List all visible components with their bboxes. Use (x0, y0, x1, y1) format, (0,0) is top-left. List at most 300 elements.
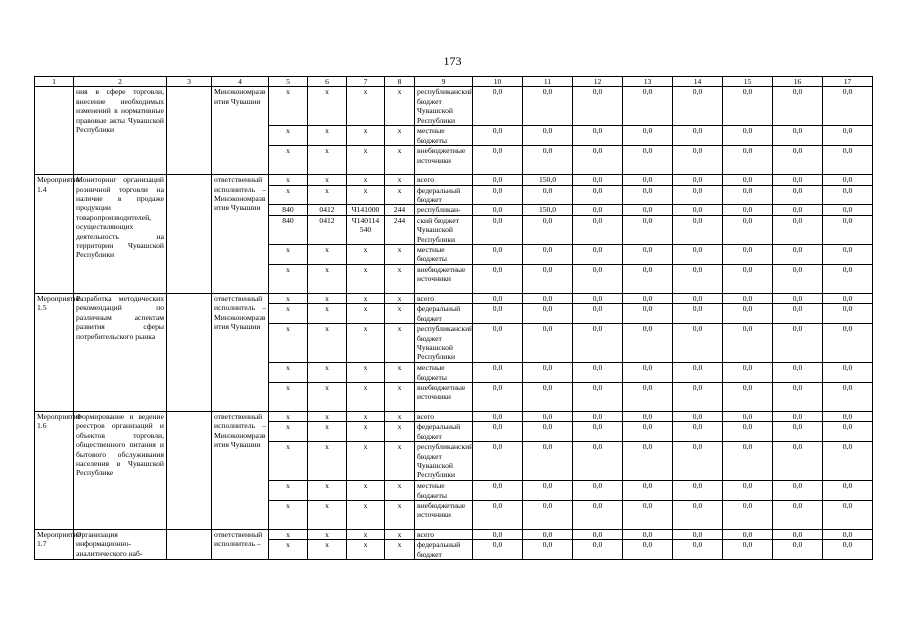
expense-type-cell: x (385, 500, 415, 529)
section-code-cell: x (308, 382, 347, 411)
column-number-7: 7 (347, 77, 385, 87)
year-amount-cell: 0,0 (773, 175, 823, 185)
year-amount-cell: 0,0 (823, 293, 873, 303)
year-amount-cell: 0,0 (523, 304, 573, 324)
section-code-cell: x (308, 363, 347, 383)
section-code-cell: 0412 (308, 205, 347, 215)
executor-cell: ответственный исполнитель – (212, 529, 269, 559)
year-amount-cell: 0,0 (473, 382, 523, 411)
expense-type-cell: x (385, 411, 415, 421)
year-amount-cell: 0,0 (523, 324, 573, 363)
section-code-cell: x (308, 481, 347, 501)
column-number-6: 6 (308, 77, 347, 87)
gpbs-code-cell: x (269, 304, 308, 324)
year-amount-cell: 0,0 (723, 146, 773, 175)
year-amount-cell: 0,0 (623, 185, 673, 205)
section-code-cell: x (308, 540, 347, 560)
table-row (35, 411, 873, 421)
year-amount-cell: 0,0 (723, 422, 773, 442)
year-amount-cell: 0,0 (623, 540, 673, 560)
table-row (35, 175, 873, 185)
goal-link-cell (167, 175, 212, 294)
year-amount-cell: 0,0 (773, 540, 823, 560)
year-amount-cell: 0,0 (673, 185, 723, 205)
column-number-8: 8 (385, 77, 415, 87)
year-amount-cell: 0,0 (823, 481, 873, 501)
year-amount-cell: 0,0 (723, 264, 773, 293)
goal-link-cell (167, 529, 212, 559)
goal-link-cell (167, 87, 212, 175)
column-number-4: 4 (212, 77, 269, 87)
gpbs-code-cell: x (269, 175, 308, 185)
year-amount-cell: 0,0 (523, 529, 573, 539)
gpbs-code-cell: x (269, 529, 308, 539)
year-amount-cell: 0,0 (773, 422, 823, 442)
goal-link-cell (167, 411, 212, 529)
target-article-cell: x (347, 175, 385, 185)
year-amount-cell: 0,0 (573, 304, 623, 324)
year-amount-cell: 0,0 (623, 215, 673, 244)
year-amount-cell: 0,0 (523, 146, 573, 175)
year-amount-cell: 0,0 (523, 422, 573, 442)
funding-source-cell: всего (415, 529, 473, 539)
year-amount-cell: 0,0 (723, 500, 773, 529)
year-amount-cell: 0,0 (473, 411, 523, 421)
funding-source-cell: всего (415, 175, 473, 185)
year-amount-cell: 0,0 (473, 215, 523, 244)
section-code-cell: x (308, 529, 347, 539)
year-amount-cell: 0,0 (573, 146, 623, 175)
year-amount-cell: 0,0 (473, 324, 523, 363)
year-amount-cell: 0,0 (473, 529, 523, 539)
year-amount-cell: 0,0 (673, 126, 723, 146)
year-amount-cell: 0,0 (823, 324, 873, 363)
executor-cell: ответственный исполнитель – Минэкономразвития Чувашии (212, 175, 269, 294)
section-code-cell: x (308, 126, 347, 146)
year-amount-cell: 0,0 (673, 363, 723, 383)
year-amount-cell: 0,0 (823, 87, 873, 126)
year-amount-cell: 0,0 (823, 185, 873, 205)
expense-type-cell: x (385, 304, 415, 324)
year-amount-cell: 0,0 (823, 245, 873, 265)
year-amount-cell: 0,0 (823, 175, 873, 185)
year-amount-cell: 0,0 (623, 126, 673, 146)
expense-type-cell: x (385, 481, 415, 501)
column-number-3: 3 (167, 77, 212, 87)
expense-type-cell: x (385, 146, 415, 175)
section-code-cell: x (308, 264, 347, 293)
gpbs-code-cell: x (269, 411, 308, 421)
section-code-cell: x (308, 245, 347, 265)
year-amount-cell: 0,0 (773, 126, 823, 146)
expense-type-cell: 244 (385, 205, 415, 215)
year-amount-cell: 0,0 (823, 304, 873, 324)
year-amount-cell: 0,0 (773, 382, 823, 411)
column-number-9: 9 (415, 77, 473, 87)
year-amount-cell: 0,0 (523, 293, 573, 303)
expense-type-cell: x (385, 245, 415, 265)
year-amount-cell: 0,0 (823, 382, 873, 411)
funding-source-cell: местные бюджеты (415, 363, 473, 383)
year-amount-cell: 0,0 (473, 87, 523, 126)
column-number-12: 12 (573, 77, 623, 87)
gpbs-code-cell: x (269, 422, 308, 442)
executor-cell: ответственный исполнитель – Минэкономразвития Чувашии (212, 411, 269, 529)
year-amount-cell: 0,0 (573, 205, 623, 215)
column-number-15: 15 (723, 77, 773, 87)
target-article-cell: x (347, 382, 385, 411)
funding-source-cell: федеральный бюджет (415, 422, 473, 442)
year-amount-cell: 0,0 (473, 185, 523, 205)
funding-source-cell: внебюджетные источники (415, 264, 473, 293)
year-amount-cell: 0,0 (823, 411, 873, 421)
year-amount-cell: 0,0 (623, 442, 673, 481)
target-article-cell: x (347, 442, 385, 481)
funding-source-cell: республиканский бюджет Чувашской Республики (415, 87, 473, 126)
program-funding-table (34, 76, 873, 560)
expense-type-cell: x (385, 442, 415, 481)
column-number-14: 14 (673, 77, 723, 87)
year-amount-cell: 0,0 (673, 324, 723, 363)
gpbs-code-cell: x (269, 540, 308, 560)
section-code-cell: x (308, 500, 347, 529)
target-article-cell: x (347, 245, 385, 265)
year-amount-cell: 0,0 (473, 363, 523, 383)
year-amount-cell: 0,0 (673, 87, 723, 126)
target-article-cell: x (347, 126, 385, 146)
year-amount-cell: 0,0 (623, 422, 673, 442)
gpbs-code-cell: x (269, 442, 308, 481)
column-number-17: 17 (823, 77, 873, 87)
year-amount-cell: 0,0 (523, 382, 573, 411)
gpbs-code-cell: x (269, 264, 308, 293)
expense-type-cell: 244 (385, 215, 415, 244)
year-amount-cell: 0,0 (673, 215, 723, 244)
event-number-cell: Мероприятие 1.6 (35, 411, 74, 529)
funding-source-cell: местные бюджеты (415, 126, 473, 146)
expense-type-cell: x (385, 382, 415, 411)
funding-source-cell: внебюджетные источники (415, 500, 473, 529)
year-amount-cell: 0,0 (473, 245, 523, 265)
page-number: 173 (443, 54, 462, 68)
year-amount-cell: 0,0 (573, 185, 623, 205)
column-number-row (35, 77, 873, 87)
year-amount-cell: 0,0 (723, 304, 773, 324)
gpbs-code-cell: x (269, 324, 308, 363)
year-amount-cell: 0,0 (473, 442, 523, 481)
year-amount-cell: 0,0 (573, 500, 623, 529)
column-number-1: 1 (35, 77, 74, 87)
gpbs-code-cell: x (269, 146, 308, 175)
year-amount-cell: 0,0 (723, 87, 773, 126)
column-number-11: 11 (523, 77, 573, 87)
year-amount-cell: 0,0 (623, 382, 673, 411)
section-code-cell: x (308, 185, 347, 205)
table-row (35, 87, 873, 126)
year-amount-cell: 0,0 (723, 185, 773, 205)
section-code-cell: 0412 (308, 215, 347, 244)
year-amount-cell: 0,0 (673, 304, 723, 324)
funding-source-cell: республикан- (415, 205, 473, 215)
year-amount-cell: 0,0 (823, 500, 873, 529)
year-amount-cell: 0,0 (623, 87, 673, 126)
year-amount-cell: 0,0 (623, 411, 673, 421)
target-article-cell: x (347, 529, 385, 539)
funding-source-cell: федеральный бюджет (415, 185, 473, 205)
year-amount-cell: 0,0 (673, 481, 723, 501)
year-amount-cell: 0,0 (573, 245, 623, 265)
year-amount-cell: 0,0 (673, 245, 723, 265)
year-amount-cell: 0,0 (523, 185, 573, 205)
year-amount-cell: 0,0 (573, 382, 623, 411)
year-amount-cell: 0,0 (573, 363, 623, 383)
funding-source-cell: республиканский бюджет Чувашской Республики (415, 324, 473, 363)
year-amount-cell: 0,0 (573, 481, 623, 501)
year-amount-cell: 0,0 (523, 126, 573, 146)
year-amount-cell: 0,0 (573, 175, 623, 185)
year-amount-cell: 0,0 (773, 481, 823, 501)
column-number-2: 2 (74, 77, 167, 87)
year-amount-cell: 0,0 (573, 324, 623, 363)
year-amount-cell: 0,0 (573, 422, 623, 442)
year-amount-cell: 0,0 (723, 442, 773, 481)
gpbs-code-cell: 840 (269, 215, 308, 244)
section-code-cell: x (308, 146, 347, 175)
gpbs-code-cell: x (269, 126, 308, 146)
year-amount-cell: 0,0 (773, 324, 823, 363)
year-amount-cell: 0,0 (723, 382, 773, 411)
expense-type-cell: x (385, 185, 415, 205)
funding-source-cell: внебюджетные источники (415, 146, 473, 175)
year-amount-cell: 0,0 (523, 411, 573, 421)
expense-type-cell: x (385, 422, 415, 442)
funding-source-cell: местные бюджеты (415, 245, 473, 265)
event-title-cell: Формирование и ведение реестров организаций и объектов торговли, общественного питания и бытового обслуживания населения в Чувашской Республике (74, 411, 167, 529)
year-amount-cell: 0,0 (723, 293, 773, 303)
target-article-cell: x (347, 185, 385, 205)
year-amount-cell: 0,0 (823, 529, 873, 539)
year-amount-cell: 0,0 (623, 363, 673, 383)
year-amount-cell: 0,0 (623, 205, 673, 215)
executor-cell: Минэкономразвития Чувашии (212, 87, 269, 175)
target-article-cell: Ч140114 540 (347, 215, 385, 244)
target-article-cell: x (347, 146, 385, 175)
expense-type-cell: x (385, 293, 415, 303)
year-amount-cell: 0,0 (823, 205, 873, 215)
year-amount-cell: 0,0 (673, 411, 723, 421)
year-amount-cell: 0,0 (723, 245, 773, 265)
year-amount-cell: 0,0 (623, 324, 673, 363)
year-amount-cell: 0,0 (473, 500, 523, 529)
year-amount-cell: 0,0 (523, 87, 573, 126)
event-title-cell: ния в сфере торговли, внесение необходимых изменений в нормативные правовые акты Чувашской Республики (74, 87, 167, 175)
funding-source-cell: федеральный бюджет (415, 540, 473, 560)
year-amount-cell: 0,0 (623, 500, 673, 529)
year-amount-cell: 0,0 (473, 304, 523, 324)
year-amount-cell: 0,0 (523, 540, 573, 560)
year-amount-cell: 150,0 (523, 205, 573, 215)
target-article-cell: x (347, 540, 385, 560)
year-amount-cell: 0,0 (823, 363, 873, 383)
goal-link-cell (167, 293, 212, 411)
year-amount-cell: 0,0 (723, 126, 773, 146)
year-amount-cell: 0,0 (573, 215, 623, 244)
year-amount-cell: 0,0 (723, 540, 773, 560)
year-amount-cell: 0,0 (573, 442, 623, 481)
year-amount-cell: 0,0 (823, 540, 873, 560)
year-amount-cell: 0,0 (773, 500, 823, 529)
year-amount-cell: 0,0 (673, 264, 723, 293)
event-number-cell: Мероприятие 1.7 (35, 529, 74, 559)
year-amount-cell: 0,0 (823, 422, 873, 442)
funding-source-cell: местные бюджеты (415, 481, 473, 501)
year-amount-cell: 0,0 (473, 126, 523, 146)
year-amount-cell: 0,0 (623, 529, 673, 539)
gpbs-code-cell: x (269, 481, 308, 501)
year-amount-cell: 0,0 (573, 126, 623, 146)
event-title-cell: Организация информационно-аналитического наб- (74, 529, 167, 559)
column-number-13: 13 (623, 77, 673, 87)
year-amount-cell: 0,0 (473, 293, 523, 303)
target-article-cell: x (347, 87, 385, 126)
year-amount-cell: 0,0 (673, 382, 723, 411)
year-amount-cell: 0,0 (523, 264, 573, 293)
year-amount-cell: 0,0 (773, 205, 823, 215)
event-title-cell: Разработка методических рекомендаций по различным аспектам развития сферы потребительского рынка (74, 293, 167, 411)
expense-type-cell: x (385, 87, 415, 126)
year-amount-cell: 0,0 (723, 529, 773, 539)
year-amount-cell: 0,0 (573, 293, 623, 303)
funding-source-cell: всего (415, 293, 473, 303)
year-amount-cell: 0,0 (523, 245, 573, 265)
target-article-cell: x (347, 411, 385, 421)
year-amount-cell: 0,0 (773, 442, 823, 481)
year-amount-cell: 0,0 (573, 87, 623, 126)
year-amount-cell: 0,0 (623, 304, 673, 324)
target-article-cell: x (347, 324, 385, 363)
event-number-cell: Мероприятие 1.4 (35, 175, 74, 294)
gpbs-code-cell: x (269, 293, 308, 303)
expense-type-cell: x (385, 324, 415, 363)
year-amount-cell: 0,0 (623, 245, 673, 265)
target-article-cell: x (347, 481, 385, 501)
year-amount-cell: 0,0 (723, 215, 773, 244)
year-amount-cell: 0,0 (573, 411, 623, 421)
event-number-cell (35, 87, 74, 175)
year-amount-cell: 0,0 (673, 500, 723, 529)
year-amount-cell: 0,0 (523, 481, 573, 501)
gpbs-code-cell: x (269, 382, 308, 411)
year-amount-cell: 0,0 (473, 205, 523, 215)
funding-source-cell: федеральный бюджет (415, 304, 473, 324)
year-amount-cell: 0,0 (623, 264, 673, 293)
target-article-cell: x (347, 264, 385, 293)
year-amount-cell: 0,0 (473, 146, 523, 175)
year-amount-cell: 0,0 (673, 540, 723, 560)
year-amount-cell: 0,0 (673, 442, 723, 481)
year-amount-cell: 0,0 (623, 481, 673, 501)
year-amount-cell: 0,0 (773, 245, 823, 265)
year-amount-cell: 0,0 (673, 293, 723, 303)
year-amount-cell: 0,0 (823, 146, 873, 175)
year-amount-cell: 0,0 (723, 363, 773, 383)
event-title-cell: Мониторинг организаций розничной торговли на наличие в продаже продукции товаропроизводителей, осуществляющих деятельность на территории Чувашской Республики (74, 175, 167, 294)
year-amount-cell: 0,0 (773, 185, 823, 205)
year-amount-cell: 0,0 (723, 324, 773, 363)
expense-type-cell: x (385, 175, 415, 185)
year-amount-cell: 0,0 (723, 481, 773, 501)
funding-source-cell: ский бюджет Чувашской Республики (415, 215, 473, 244)
year-amount-cell: 0,0 (523, 363, 573, 383)
year-amount-cell: 0,0 (623, 293, 673, 303)
year-amount-cell: 0,0 (773, 529, 823, 539)
target-article-cell: x (347, 304, 385, 324)
year-amount-cell: 0,0 (823, 126, 873, 146)
year-amount-cell: 0,0 (823, 215, 873, 244)
expense-type-cell: x (385, 264, 415, 293)
section-code-cell: x (308, 293, 347, 303)
gpbs-code-cell: x (269, 87, 308, 126)
section-code-cell: x (308, 175, 347, 185)
year-amount-cell: 0,0 (773, 87, 823, 126)
year-amount-cell: 0,0 (673, 205, 723, 215)
event-number-cell: Мероприятие 1.5 (35, 293, 74, 411)
expense-type-cell: x (385, 363, 415, 383)
year-amount-cell: 0,0 (723, 205, 773, 215)
year-amount-cell: 0,0 (673, 422, 723, 442)
table-row (35, 529, 873, 539)
expense-type-cell: x (385, 540, 415, 560)
table-row (35, 293, 873, 303)
year-amount-cell: 0,0 (773, 146, 823, 175)
gpbs-code-cell: x (269, 363, 308, 383)
column-number-5: 5 (269, 77, 308, 87)
year-amount-cell: 150,0 (523, 175, 573, 185)
year-amount-cell: 0,0 (523, 442, 573, 481)
year-amount-cell: 0,0 (773, 293, 823, 303)
funding-source-cell: внебюджетные источники (415, 382, 473, 411)
gpbs-code-cell: x (269, 245, 308, 265)
year-amount-cell: 0,0 (473, 481, 523, 501)
year-amount-cell: 0,0 (573, 264, 623, 293)
year-amount-cell: 0,0 (773, 411, 823, 421)
target-article-cell: Ч141000 (347, 205, 385, 215)
expense-type-cell: x (385, 529, 415, 539)
section-code-cell: x (308, 304, 347, 324)
year-amount-cell: 0,0 (773, 215, 823, 244)
target-article-cell: x (347, 293, 385, 303)
target-article-cell: x (347, 422, 385, 442)
year-amount-cell: 0,0 (623, 146, 673, 175)
year-amount-cell: 0,0 (473, 175, 523, 185)
year-amount-cell: 0,0 (573, 540, 623, 560)
year-amount-cell: 0,0 (823, 442, 873, 481)
year-amount-cell: 0,0 (723, 175, 773, 185)
section-code-cell: x (308, 442, 347, 481)
executor-cell: ответственный исполнитель – Минэкономразвития Чувашии (212, 293, 269, 411)
gpbs-code-cell: x (269, 185, 308, 205)
column-number-16: 16 (773, 77, 823, 87)
target-article-cell: x (347, 500, 385, 529)
target-article-cell: x (347, 363, 385, 383)
funding-source-cell: всего (415, 411, 473, 421)
year-amount-cell: 0,0 (673, 529, 723, 539)
year-amount-cell: 0,0 (773, 363, 823, 383)
section-code-cell: x (308, 422, 347, 442)
expense-type-cell: x (385, 126, 415, 146)
funding-source-cell: республиканский бюджет Чувашской Республики (415, 442, 473, 481)
year-amount-cell: 0,0 (673, 175, 723, 185)
